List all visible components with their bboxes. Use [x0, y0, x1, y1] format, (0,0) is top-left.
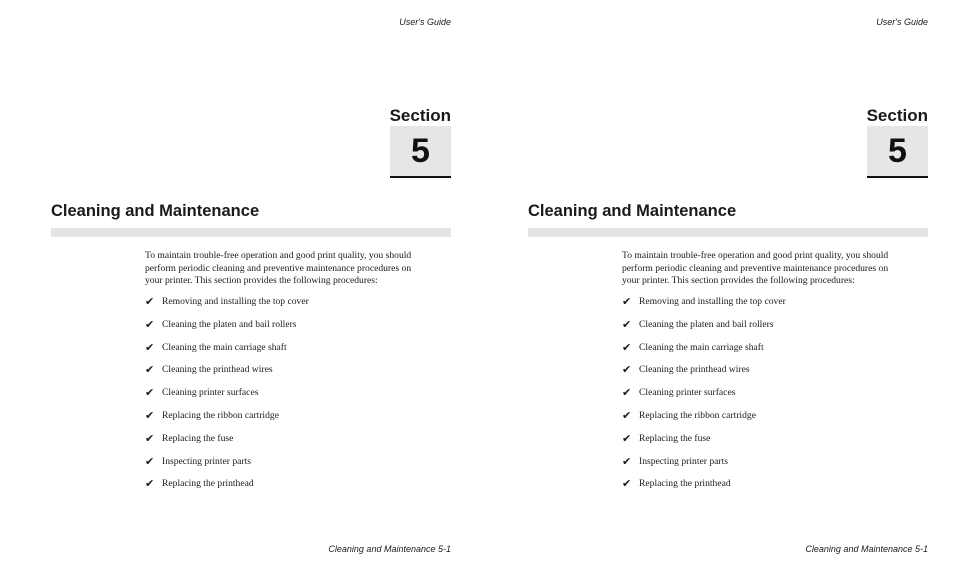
checkmark-icon: ✔	[145, 340, 155, 354]
chapter-title: Cleaning and Maintenance	[528, 202, 737, 220]
list-item	[145, 319, 309, 342]
intro-paragraph	[145, 250, 445, 288]
intro-line: perform periodic cleaning and preventive maintenance procedures on	[145, 262, 412, 274]
title-underline-bar	[51, 228, 451, 237]
checkmark-icon: ✔	[622, 340, 632, 354]
list-item	[145, 410, 309, 433]
list-item	[622, 478, 786, 501]
list-item	[145, 296, 309, 319]
list-item	[622, 364, 786, 387]
procedure-text: Cleaning the platen and bail rollers	[162, 318, 297, 330]
list-item	[622, 296, 786, 319]
procedure-text: Replacing the fuse	[639, 432, 711, 444]
section-label: Section	[389, 106, 451, 125]
checkmark-icon: ✔	[145, 454, 155, 468]
checkmark-icon: ✔	[145, 477, 155, 491]
procedure-text: Removing and installing the top cover	[639, 296, 786, 307]
intro-line: To maintain trouble-free operation and good print quality, you should	[622, 250, 889, 261]
procedure-text: Cleaning the printhead wires	[639, 364, 750, 376]
intro-line: your printer. This section provides the following procedures:	[145, 275, 378, 287]
list-item	[622, 433, 786, 456]
title-underline-bar	[528, 228, 928, 237]
section-number: 5	[867, 126, 928, 178]
list-item	[145, 478, 309, 501]
checkmark-icon: ✔	[145, 408, 155, 422]
page-right	[477, 0, 954, 580]
procedure-list	[622, 296, 786, 501]
list-item	[145, 364, 309, 387]
checkmark-icon: ✔	[622, 477, 632, 491]
list-item	[622, 342, 786, 365]
checkmark-icon: ✔	[145, 363, 155, 377]
list-item	[622, 387, 786, 410]
intro-paragraph	[622, 250, 922, 288]
checkmark-icon: ✔	[145, 317, 155, 331]
procedure-text: Inspecting printer parts	[639, 455, 728, 467]
procedure-text: Replacing the printhead	[162, 478, 254, 490]
checkmark-icon: ✔	[145, 386, 155, 400]
procedure-text: Cleaning the main carriage shaft	[162, 341, 287, 353]
list-item	[145, 342, 309, 365]
list-item	[145, 456, 309, 479]
procedure-text: Replacing the ribbon cartridge	[639, 409, 756, 421]
checkmark-icon: ✔	[145, 431, 155, 445]
intro-line: To maintain trouble-free operation and good print quality, you should	[145, 250, 412, 261]
procedure-text: Cleaning printer surfaces	[639, 387, 736, 399]
checkmark-icon: ✔	[622, 386, 632, 400]
running-footer: Cleaning and Maintenance 5-1	[805, 544, 928, 554]
list-item	[145, 387, 309, 410]
procedure-text: Cleaning the platen and bail rollers	[639, 318, 774, 330]
checkmark-icon: ✔	[622, 408, 632, 422]
checkmark-icon: ✔	[622, 454, 632, 468]
list-item	[622, 410, 786, 433]
list-item	[622, 456, 786, 479]
list-item	[145, 433, 309, 456]
checkmark-icon: ✔	[622, 431, 632, 445]
procedure-text: Cleaning the printhead wires	[162, 364, 273, 376]
procedure-text: Cleaning the main carriage shaft	[639, 341, 764, 353]
intro-line: perform periodic cleaning and preventive maintenance procedures on	[622, 262, 889, 274]
procedure-list	[145, 296, 309, 501]
intro-line: your printer. This section provides the following procedures:	[622, 275, 855, 287]
procedure-text: Replacing the printhead	[639, 478, 731, 490]
checkmark-icon: ✔	[145, 295, 155, 308]
procedure-text: Replacing the fuse	[162, 432, 234, 444]
running-header: User's Guide	[876, 17, 928, 27]
checkmark-icon: ✔	[622, 363, 632, 377]
checkmark-icon: ✔	[622, 295, 632, 308]
running-footer: Cleaning and Maintenance 5-1	[328, 544, 451, 554]
procedure-text: Cleaning printer surfaces	[162, 387, 259, 399]
section-label: Section	[866, 106, 928, 125]
checkmark-icon: ✔	[622, 317, 632, 331]
chapter-title: Cleaning and Maintenance	[51, 202, 260, 220]
procedure-text: Removing and installing the top cover	[162, 296, 309, 307]
running-header: User's Guide	[399, 17, 451, 27]
procedure-text: Replacing the ribbon cartridge	[162, 409, 279, 421]
list-item	[622, 319, 786, 342]
section-number: 5	[390, 126, 451, 178]
procedure-text: Inspecting printer parts	[162, 455, 251, 467]
